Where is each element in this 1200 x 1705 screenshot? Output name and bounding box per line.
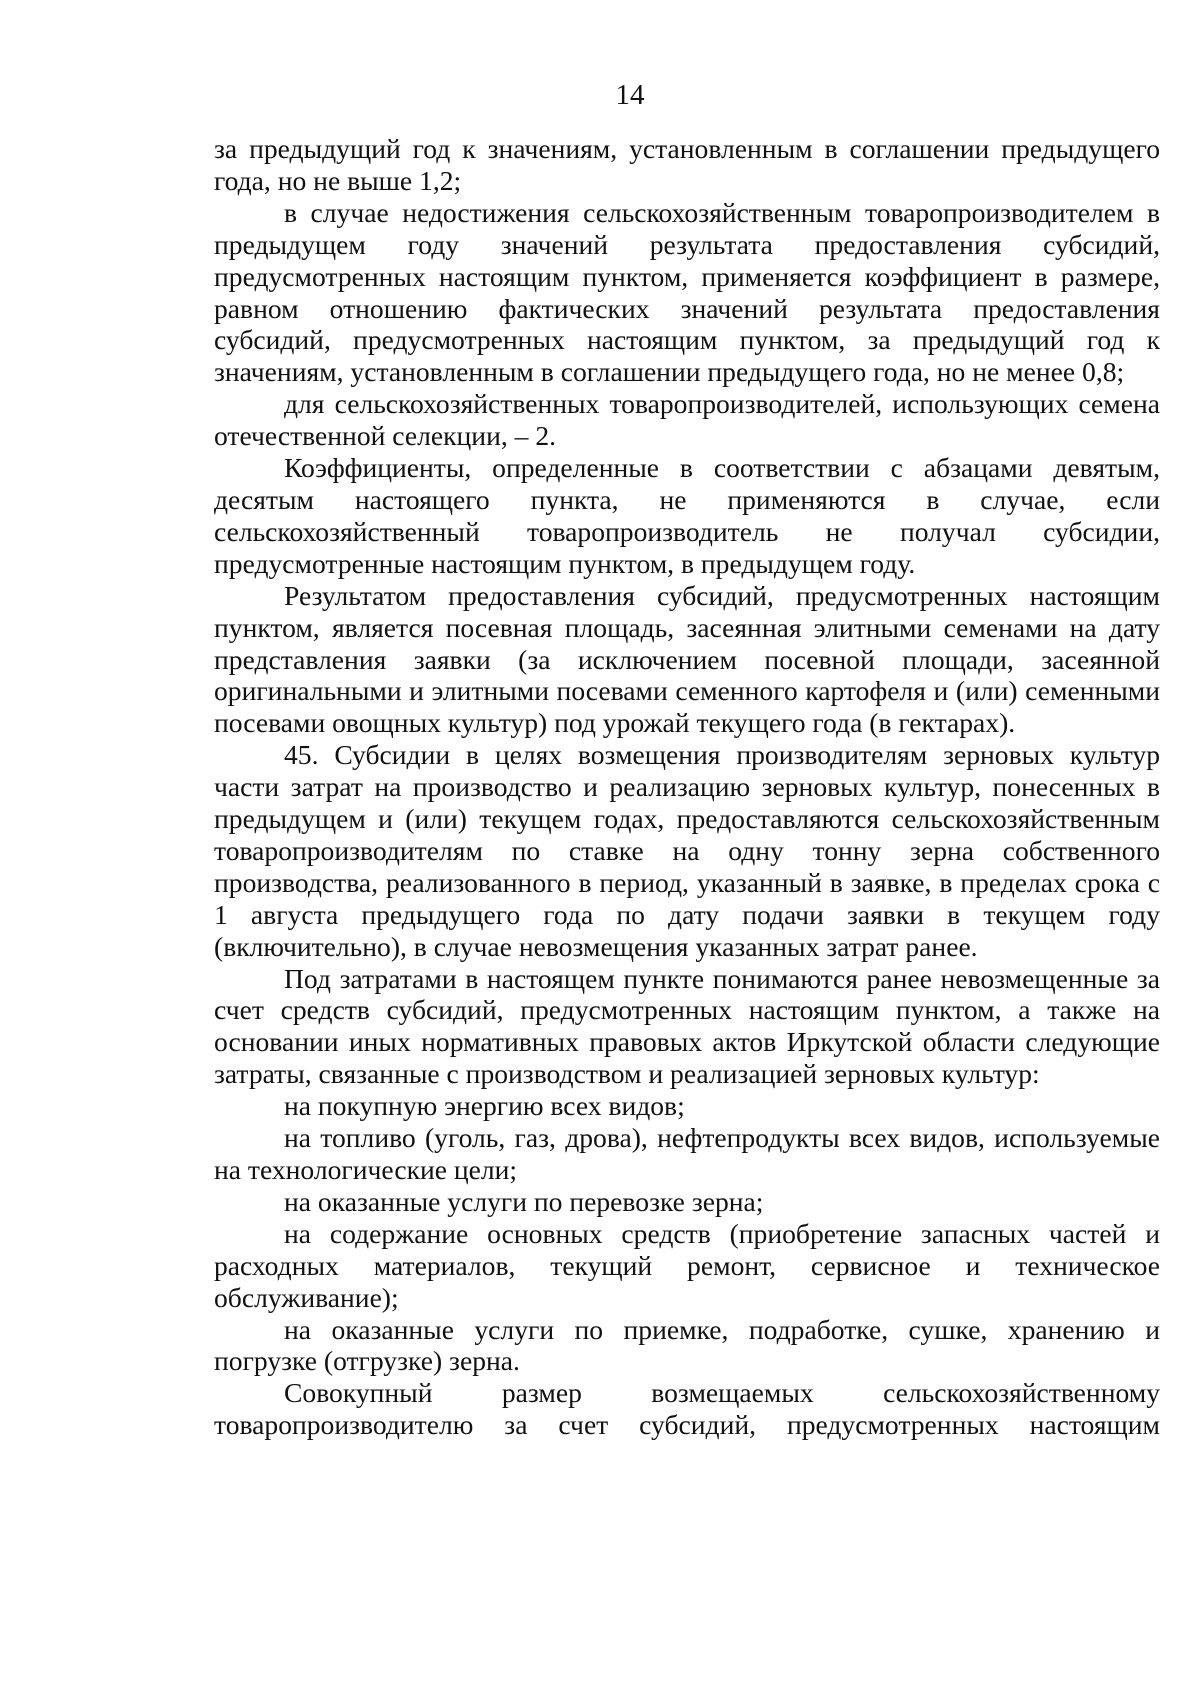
- list-item-transport: на оказанные услуги по перевозке зерна;: [284, 1185, 764, 1217]
- list-item-energy: на покупную энергию всех видов;: [284, 1090, 685, 1122]
- paragraph-costs-definition: Под затратами в настоящем пункте понимаются ранее невозмещенные за счет средств субсидий, предусмотренных настоящим пунктом, а также на основании иных нормативных правовых актов Иркутской области следующие затраты, связанные с производством и реализацией зерновых культур:: [214, 962, 1160, 1090]
- paragraph-item-45: 45. Субсидии в целях возмещения производителям зерновых культур части затрат на производство и реализацию зерновых культур, понесенных в предыдущем и (или) текущем годах, предоставляются сельскохозяйственным товаропроизводителям по ставке на одну тонну зерна собственного производства, реализованного в период, указанный в заявке, в пределах срока с 1 августа предыдущего года по дату подачи заявки в текущем году (включительно), в случае невозмещения указанных затрат ранее.: [214, 739, 1160, 962]
- paragraph-subsidy-result: Результатом предоставления субсидий, предусмотренных настоящим пунктом, является посевная площадь, засеянная элитными семенами на дату представления заявки (за исключением посевной площади, засеянной оригинальными и элитными посевами семенного картофеля и (или) семенными посевами овощных культур) под урожай текущего года (в гектарах).: [214, 579, 1160, 739]
- list-item-maintenance: на содержание основных средств (приобретение запасных частей и расходных материалов, текущий ремонт, сервисное и техническое обслуживание);: [214, 1217, 1160, 1313]
- paragraph-coefficients-not-applied: Коэффициенты, определенные в соответствии с абзацами девятым, десятым настоящего пункта, не применяются в случае, если сельскохозяйственный товаропроизводитель не получал субсидии, предусмотренные настоящим пунктом, в предыдущем году.: [214, 452, 1160, 579]
- paragraph-continuation: за предыдущий год к значениям, установленным в соглашении предыдущего года, но не выше 1,2;: [214, 133, 1160, 196]
- page-number: 14: [615, 79, 645, 111]
- list-item-grain-handling: на оказанные услуги по приемке, подработке, сушке, хранению и погрузке (отгрузке) зерна.: [214, 1313, 1160, 1377]
- paragraph-total-amount: Совокупный размер возмещаемых сельскохозяйственному товаропроизводителю за счет субсидий, предусмотренных настоящим: [214, 1377, 1160, 1441]
- paragraph-coefficient-0-8: в случае недостижения сельскохозяйственным товаропроизводителем в предыдущем году значений результата предоставления субсидий, предусмотренных настоящим пунктом, применяется коэффициент в размере, равном отношению фактических значений результата предоставления субсидий, предусмотренных настоящим пунктом, за предыдущий год к значениям, установленным в соглашении предыдущего года, но не менее 0,8;: [214, 196, 1160, 388]
- paragraph-domestic-selection: для сельскохозяйственных товаропроизводителей, использующих семена отечественной селекции, – 2.: [214, 388, 1160, 452]
- document-body: [214, 133, 1160, 1441]
- list-item-fuel: на топливо (уголь, газ, дрова), нефтепродукты всех видов, используемые на технологические цели;: [214, 1122, 1160, 1185]
